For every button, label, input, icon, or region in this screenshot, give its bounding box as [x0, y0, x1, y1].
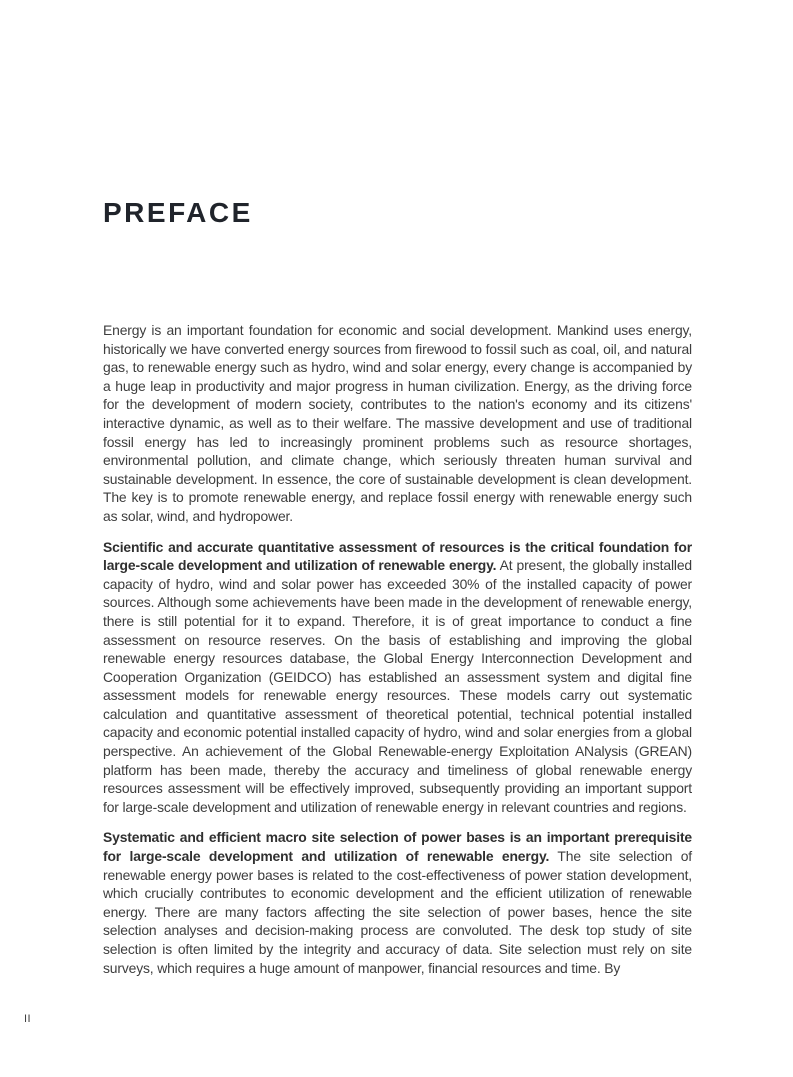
paragraph-energy-foundation	[103, 321, 692, 526]
page-number: II	[24, 1013, 32, 1025]
paragraph-resource-assessment	[103, 538, 692, 817]
paragraph-body: At present, the globally installed capacity of hydro, wind and solar power has exceeded 30% of the installed capacity of power sources. Although some achievements have been made in the development of renewable energy, there is still potential for it to expand. Therefore, it is of great importance to conduct a fine assessment on resource reserves. On the basis of establishing and improving the global renewable energy resources database, the Global Energy Interconnection Development and Cooperation Organization (GEIDCO) has established an assessment system and digital fine assessment models for renewable energy resources. These models carry out systematic calculation and quantitative assessment of theoretical potential, technical potential installed capacity and economic potential installed capacity of hydro, wind and solar energies from a global perspective. An achievement of the Global Renewable-energy Exploitation ANalysis (GREAN) platform has been made, thereby the accuracy and timeliness of global renewable energy resources assessment will be effectively improved, subsequently providing an important support for large-scale development and utilization of renewable energy in relevant countries and regions.	[103, 557, 692, 815]
paragraph-lead: Scientific and accurate quantitative assessment of resources is the critical foundation for large-scale development and utilization of renewable energy.	[103, 538, 692, 574]
paragraph-body: Energy is an important foundation for economic and social development. Mankind uses energy, historically we have converted energy sources from firewood to fossil such as coal, oil, and natural gas, to renewable energy such as hydro, wind and solar energy, every change is accompanied by a huge leap in productivity and major progress in human civilization. Energy, as the driving force for the development of modern society, contributes to the nation's economy and its citizens' interactive dynamic, as well as to their welfare. The massive development and use of traditional fossil energy has led to increasingly prominent problems such as resource shortages, environmental pollution, and climate change, which seriously threaten human survival and sustainable development. In essence, the core of sustainable development is clean development. The key is to promote renewable energy, and replace fossil energy with renewable energy such as solar, wind, and hydropower.	[103, 322, 692, 524]
page-title: PREFACE	[103, 197, 253, 228]
paragraph-site-selection	[103, 828, 692, 977]
preface-body	[103, 321, 692, 977]
paragraph-lead: Systematic and efficient macro site selection of power bases is an important prerequisite for large-scale development and utilization of renewable energy.	[103, 829, 692, 865]
paragraph-body: The site selection of renewable energy power bases is related to the cost-effectiveness of power station development, which crucially contributes to economic development and the efficient utilization of renewable energy. There are many factors affecting the site selection of power bases, hence the site selection analyses and decision-making process are convoluted. The desk top study of site selection is often limited by the integrity and accuracy of data. Site selection must rely on site surveys, which requires a huge amount of manpower, financial resources and time. By	[103, 848, 692, 976]
